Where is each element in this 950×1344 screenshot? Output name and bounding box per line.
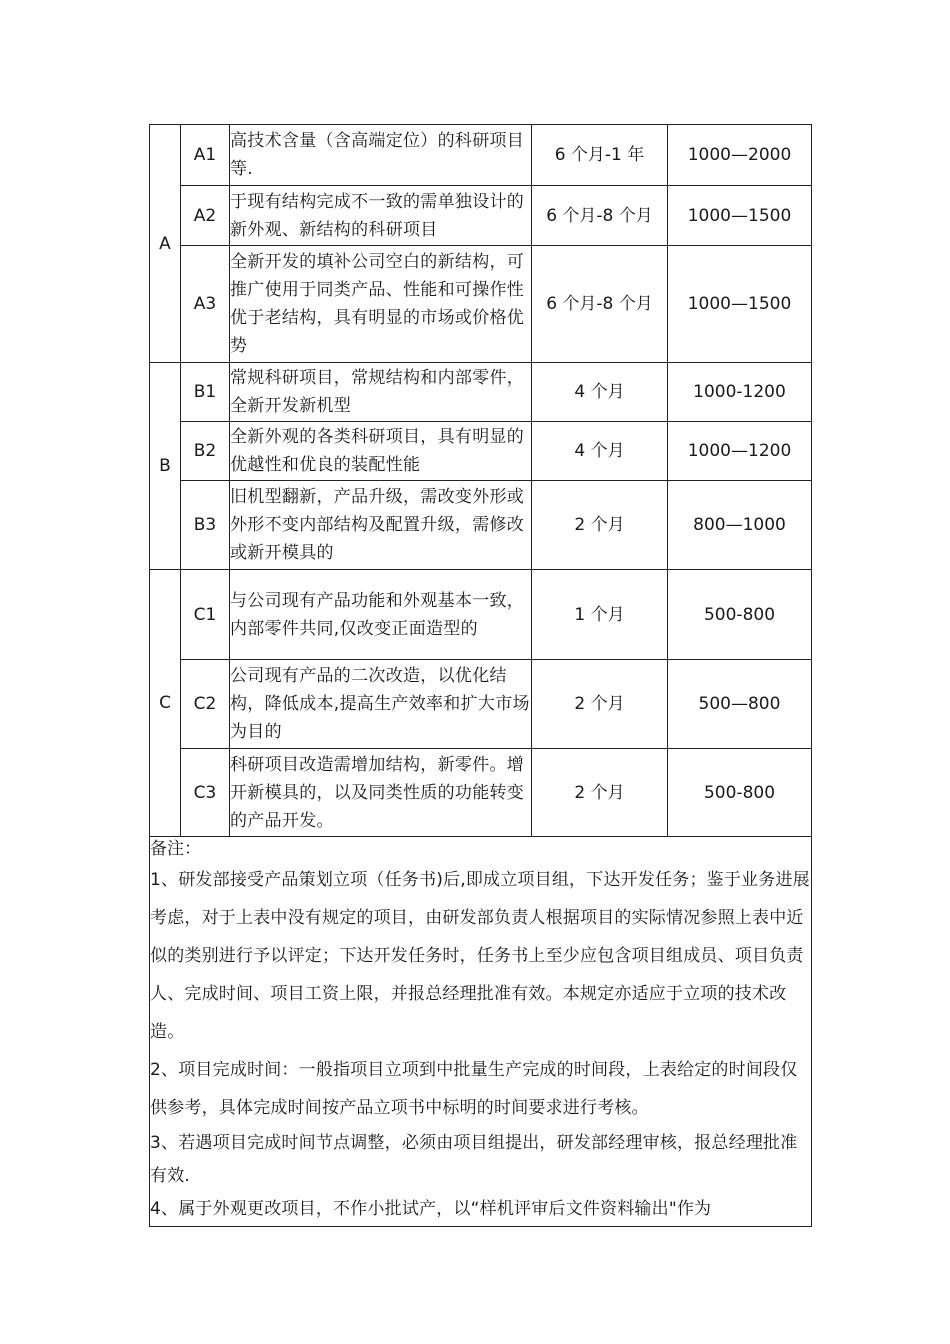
row-description: 公司现有产品的二次改造，以优化结构，降低成本,提高生产效率和扩大市场为目的: [230, 660, 532, 749]
notes-title: 备注：: [150, 839, 201, 859]
row-amount: 500-800: [668, 749, 812, 837]
row-code: B1: [181, 363, 230, 422]
table-row: [150, 246, 812, 363]
row-amount: 800—1000: [668, 481, 812, 570]
row-code: A2: [181, 186, 230, 246]
row-amount: 1000—1500: [668, 186, 812, 246]
notes-row: [150, 837, 812, 1227]
row-duration: 6 个月-8 个月: [532, 246, 668, 363]
row-duration: 4 个月: [532, 422, 668, 481]
row-code: C3: [181, 749, 230, 837]
row-amount: 500-800: [668, 570, 812, 660]
row-description: 于现有结构完成不一致的需单独设计的新外观、新结构的科研项目: [230, 186, 532, 246]
table-row: [150, 570, 812, 660]
table-row: [150, 481, 812, 570]
row-duration: 2 个月: [532, 660, 668, 749]
table-row: [150, 363, 812, 422]
row-code: C2: [181, 660, 230, 749]
row-amount: 1000—1200: [668, 422, 812, 481]
table-row: [150, 422, 812, 481]
project-classification-table: [149, 124, 812, 1227]
row-description: 科研项目改造需增加结构，新零件。增开新模具的，以及同类性质的功能转变的产品开发。: [230, 749, 532, 837]
row-description: 高技术含量（含高端定位）的科研项目等.: [230, 125, 532, 186]
row-duration: 2 个月: [532, 481, 668, 570]
row-amount: 1000-1200: [668, 363, 812, 422]
table-row: [150, 749, 812, 837]
group-label: B: [150, 363, 181, 570]
group-label: A: [150, 125, 181, 363]
note-item-2: 2、项目完成时间：一般指项目立项到中批量生产完成的时间段，上表给定的时间段仅供参考，具体完成时间按产品立项书中标明的时间要求进行考核。: [150, 1060, 798, 1118]
row-description: 常规科研项目，常规结构和内部零件，全新开发新机型: [230, 363, 532, 422]
row-description: 旧机型翻新，产品升级，需改变外形或外形不变内部结构及配置升级，需修改或新开模具的: [230, 481, 532, 570]
row-duration: 6 个月-8 个月: [532, 186, 668, 246]
row-amount: 500—800: [668, 660, 812, 749]
row-code: B2: [181, 422, 230, 481]
notes-cell: [150, 837, 812, 1227]
row-code: B3: [181, 481, 230, 570]
row-description: 全新外观的各类科研项目，具有明显的优越性和优良的装配性能: [230, 422, 532, 481]
row-duration: 4 个月: [532, 363, 668, 422]
row-code: A3: [181, 246, 230, 363]
row-amount: 1000—1500: [668, 246, 812, 363]
row-amount: 1000—2000: [668, 125, 812, 186]
row-code: A1: [181, 125, 230, 186]
row-code: C1: [181, 570, 230, 660]
table-row: [150, 125, 812, 186]
row-duration: 1 个月: [532, 570, 668, 660]
group-label: C: [150, 570, 181, 837]
row-duration: 6 个月-1 年: [532, 125, 668, 186]
row-duration: 2 个月: [532, 749, 668, 837]
note-item-1: 1、研发部接受产品策划立项（任务书)后,即成立项目组，下达开发任务；鉴于业务进展考虑，对于上表中没有规定的项目，由研发部负责人根据项目的实际情况参照上表中近似的类别进行予以评定；下达开发任务时，任务书上至少应包含项目组成员、项目负责人、完成时间、项目工资上限，并报总经理批准有效。本规定亦适应于立项的技术改造。: [150, 870, 810, 1042]
table-row: [150, 660, 812, 749]
table-row: [150, 186, 812, 246]
note-item-3: 3、若遇项目完成时间节点调整，必须由项目组提出，研发部经理审核，报总经理批准有效.: [150, 1133, 798, 1186]
row-description: 全新开发的填补公司空白的新结构，可推广使用于同类产品、性能和可操作性优于老结构，具有明显的市场或价格优势: [230, 246, 532, 363]
row-description: 与公司现有产品功能和外观基本一致，内部零件共同,仅改变正面造型的: [230, 570, 532, 660]
note-item-4: 4、属于外观更改项目，不作小批试产，以“样机评审后文件资料输出"作为: [150, 1199, 712, 1219]
